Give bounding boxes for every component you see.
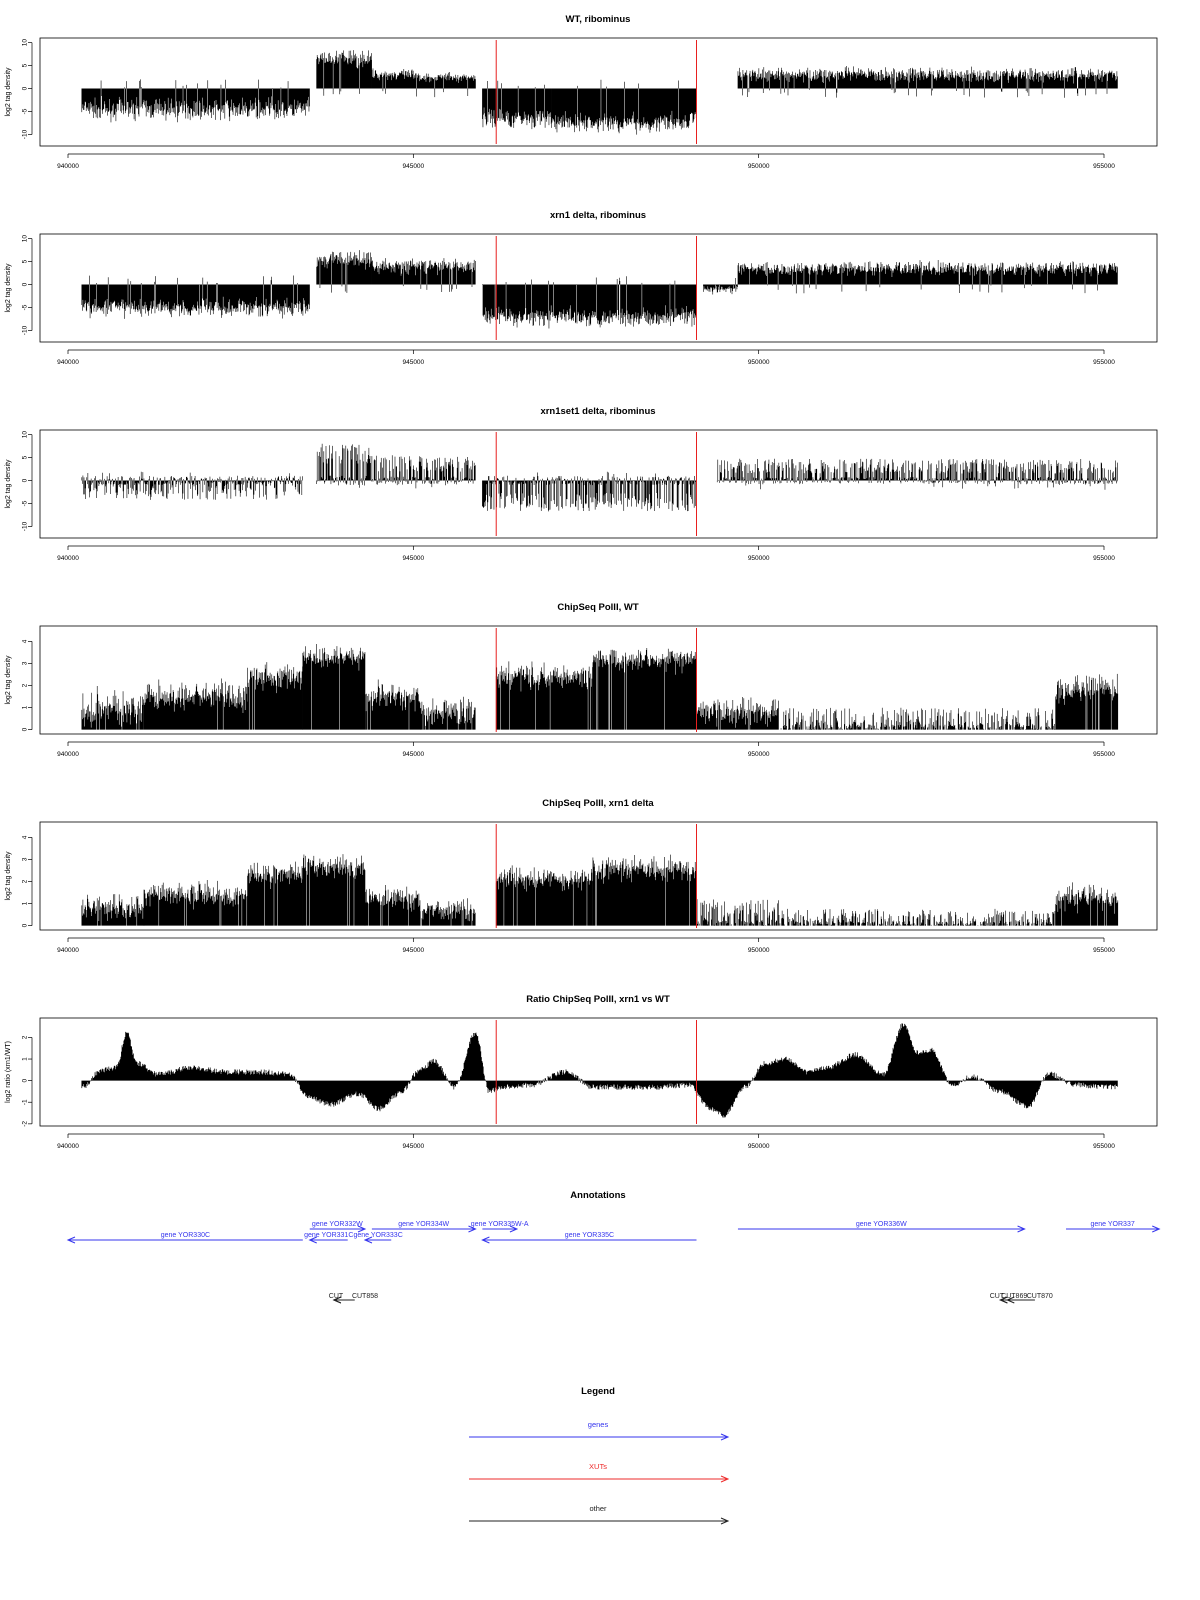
y-axis-label: log2 tag density bbox=[5, 263, 12, 313]
signal-bars-0 bbox=[82, 472, 303, 500]
gene-label: gene YOR336W bbox=[855, 1221, 907, 1228]
x-tick-label: 940000 bbox=[57, 359, 79, 366]
signal-bars-4 bbox=[365, 680, 420, 730]
y-tick-label: 2 bbox=[21, 879, 29, 884]
y-tick-label: -5 bbox=[21, 108, 29, 115]
y-tick-label: 5 bbox=[21, 63, 29, 68]
signal-bars-0 bbox=[82, 275, 310, 318]
panel-chipseq-polii-xrn1 bbox=[5, 798, 1157, 954]
data-series bbox=[82, 644, 1118, 730]
x-axis bbox=[57, 350, 1115, 366]
signal-bars-7 bbox=[593, 855, 696, 926]
signal-bars-1 bbox=[144, 679, 247, 730]
signal-bars-9 bbox=[779, 708, 1055, 730]
y-axis-label: log2 tag density bbox=[5, 459, 12, 509]
panel-title: xrn1 delta, ribominus bbox=[549, 210, 647, 221]
signal-bars-6 bbox=[496, 865, 592, 925]
signal-bars-2 bbox=[248, 662, 303, 729]
legend-item-label: other bbox=[589, 1504, 607, 1513]
signal-bars-1 bbox=[144, 880, 247, 926]
gene-label: gene YOR332W bbox=[311, 1221, 363, 1228]
y-tick-label: -10 bbox=[21, 521, 29, 532]
x-tick-label: 950000 bbox=[747, 555, 770, 562]
signal-bars-3 bbox=[413, 72, 475, 97]
signal-bars-1 bbox=[317, 50, 372, 96]
y-tick-label: -5 bbox=[21, 500, 29, 507]
signal-bars-0 bbox=[82, 894, 144, 926]
x-tick-label: 940000 bbox=[57, 1143, 79, 1150]
x-tick-label: 955000 bbox=[1093, 947, 1115, 954]
y-tick-label: -10 bbox=[21, 325, 29, 336]
annotations-panel bbox=[68, 1190, 1159, 1303]
y-tick-label: 10 bbox=[21, 234, 29, 243]
y-tick-label: 0 bbox=[21, 923, 29, 928]
x-tick-label: 945000 bbox=[402, 163, 425, 170]
x-tick-label: 945000 bbox=[402, 359, 425, 366]
signal-bars-2 bbox=[248, 862, 303, 926]
signal-bars-10 bbox=[1056, 882, 1118, 925]
x-tick-label: 940000 bbox=[57, 947, 79, 954]
signal-bars-4 bbox=[482, 81, 551, 129]
x-tick-label: 950000 bbox=[747, 163, 770, 170]
x-tick-label: 945000 bbox=[402, 751, 425, 758]
y-axis-label: log2 tag density bbox=[5, 67, 12, 117]
signal-bars-5 bbox=[420, 898, 475, 925]
y-tick-label: 10 bbox=[21, 430, 29, 439]
x-tick-label: 955000 bbox=[1093, 359, 1115, 366]
panel-chipseq-polii-wt bbox=[5, 602, 1157, 758]
gene-label: gene YOR335C bbox=[564, 1232, 615, 1239]
other-feature-label: CUT bbox=[989, 1293, 1005, 1300]
legend-item-0 bbox=[469, 1420, 728, 1440]
y-tick-label: 0 bbox=[21, 478, 29, 483]
x-tick-label: 955000 bbox=[1093, 163, 1115, 170]
y-tick-label: 2 bbox=[21, 1035, 29, 1040]
x-tick-label: 950000 bbox=[747, 1143, 770, 1150]
y-tick-label: -10 bbox=[21, 129, 29, 140]
y-tick-label: 0 bbox=[21, 727, 29, 732]
y-tick-label: 0 bbox=[21, 86, 29, 91]
data-series bbox=[82, 1023, 1118, 1117]
panel-title: Ratio ChipSeq PolII, xrn1 vs WT bbox=[526, 994, 670, 1005]
y-tick-label: 5 bbox=[21, 259, 29, 264]
signal-bars-5 bbox=[551, 80, 689, 135]
other-feature-arrow bbox=[329, 1293, 355, 1303]
signal-bars-6 bbox=[690, 89, 697, 123]
gene-label: gene YOR331C bbox=[304, 1232, 354, 1239]
signal-bars-6 bbox=[496, 661, 592, 729]
other-feature-label: CUT858 bbox=[351, 1293, 379, 1300]
other-feature-label: CUT869 bbox=[1001, 1293, 1028, 1300]
panel-wt-ribominus bbox=[5, 14, 1157, 170]
x-tick-label: 955000 bbox=[1093, 1143, 1115, 1150]
x-tick-label: 940000 bbox=[57, 555, 79, 562]
x-tick-label: 955000 bbox=[1093, 751, 1115, 758]
gene-arrow bbox=[738, 1221, 1025, 1232]
x-axis bbox=[57, 742, 1115, 758]
legend-panel bbox=[469, 1386, 728, 1524]
legend-item-2 bbox=[469, 1504, 728, 1524]
y-tick-label: -1 bbox=[21, 1099, 29, 1106]
x-tick-label: 950000 bbox=[747, 947, 770, 954]
gene-arrow bbox=[353, 1232, 402, 1243]
signal-bars-7 bbox=[738, 66, 1117, 98]
legend-title: Legend bbox=[581, 1386, 615, 1397]
signal-bars-5 bbox=[738, 260, 1117, 293]
x-tick-label: 945000 bbox=[402, 555, 425, 562]
gene-label: gene YOR330C bbox=[160, 1232, 211, 1239]
signal-bars-9 bbox=[779, 909, 1055, 926]
signal-bars-3 bbox=[303, 854, 365, 925]
y-tick-label: 4 bbox=[21, 639, 29, 644]
y-axis bbox=[22, 1035, 32, 1126]
y-axis bbox=[22, 235, 32, 336]
signal-bars-0 bbox=[82, 686, 144, 730]
other-feature-label: CUT870 bbox=[1026, 1293, 1053, 1300]
y-axis bbox=[22, 431, 32, 532]
gene-arrow bbox=[482, 1232, 696, 1243]
y-tick-label: 0 bbox=[21, 1078, 29, 1083]
y-tick-label: -2 bbox=[21, 1120, 29, 1127]
data-series bbox=[82, 250, 1118, 328]
data-series bbox=[82, 444, 1118, 512]
gene-arrow bbox=[372, 1221, 476, 1232]
y-axis bbox=[22, 835, 32, 927]
signal-bars-3 bbox=[482, 472, 696, 512]
gene-arrow bbox=[1066, 1221, 1159, 1232]
gene-label: gene YOR335W-A bbox=[470, 1221, 529, 1228]
y-tick-label: 3 bbox=[21, 857, 29, 862]
data-series bbox=[82, 50, 1118, 134]
gene-arrow bbox=[310, 1221, 365, 1232]
legend-item-label: genes bbox=[587, 1420, 609, 1429]
x-tick-label: 950000 bbox=[747, 751, 770, 758]
y-axis bbox=[22, 639, 32, 731]
x-tick-label: 940000 bbox=[57, 163, 79, 170]
y-tick-label: 4 bbox=[21, 835, 29, 840]
x-tick-label: 945000 bbox=[402, 1143, 425, 1150]
ratio-area bbox=[82, 1023, 1118, 1117]
x-tick-label: 950000 bbox=[747, 359, 770, 366]
x-tick-label: 955000 bbox=[1093, 555, 1115, 562]
panel-title: ChipSeq PolII, xrn1 delta bbox=[542, 798, 654, 809]
signal-bars-1 bbox=[317, 444, 372, 488]
data-series bbox=[82, 854, 1118, 925]
x-tick-label: 940000 bbox=[57, 751, 79, 758]
y-tick-label: 1 bbox=[21, 1057, 29, 1061]
signal-bars-5 bbox=[420, 697, 475, 730]
y-tick-label: 1 bbox=[21, 901, 29, 906]
panel-xrn1set1-ribominus bbox=[5, 406, 1157, 562]
legend-item-label: XUTs bbox=[589, 1462, 607, 1471]
annotations-title: Annotations bbox=[570, 1190, 626, 1201]
signal-bars-4 bbox=[703, 278, 737, 295]
panel-xrn1-ribominus bbox=[5, 210, 1157, 366]
x-axis bbox=[57, 1134, 1115, 1150]
signal-bars-2 bbox=[372, 455, 475, 488]
signal-bars-7 bbox=[593, 648, 696, 730]
panel-ratio-chipseq-polii bbox=[5, 994, 1157, 1150]
legend-item-1 bbox=[469, 1462, 728, 1482]
signal-bars-8 bbox=[697, 697, 780, 730]
y-tick-label: 1 bbox=[21, 705, 29, 710]
y-tick-label: 2 bbox=[21, 683, 29, 688]
y-tick-label: -5 bbox=[21, 304, 29, 311]
x-tick-label: 945000 bbox=[402, 947, 425, 954]
y-axis bbox=[22, 39, 32, 140]
x-axis bbox=[57, 546, 1115, 562]
signal-bars-3 bbox=[303, 644, 365, 730]
gene-label: gene YOR334W bbox=[398, 1221, 450, 1228]
x-axis bbox=[57, 938, 1115, 954]
signal-bars-8 bbox=[697, 899, 780, 925]
panel-title: ChipSeq PolII, WT bbox=[557, 602, 639, 613]
signal-bars-3 bbox=[482, 276, 696, 328]
gene-label: gene YOR333C bbox=[353, 1232, 403, 1239]
y-axis-label: log2 tag density bbox=[5, 655, 12, 705]
gene-arrow bbox=[471, 1221, 529, 1232]
panel-title: xrn1set1 delta, ribominus bbox=[540, 406, 656, 417]
signal-bars-4 bbox=[717, 459, 1117, 490]
y-axis-label: log2 ratio (xrn1/WT) bbox=[5, 1041, 12, 1103]
other-feature-label: CUT bbox=[328, 1293, 344, 1300]
y-axis-label: log2 tag density bbox=[5, 851, 12, 901]
gene-label: gene YOR337 bbox=[1090, 1221, 1135, 1228]
panel-title: WT, ribominus bbox=[565, 14, 631, 25]
signal-bars-2 bbox=[372, 68, 413, 93]
signal-bars-4 bbox=[365, 885, 420, 926]
y-tick-label: 3 bbox=[21, 661, 29, 666]
y-tick-label: 10 bbox=[21, 38, 29, 47]
x-axis bbox=[57, 154, 1115, 170]
signal-bars-10 bbox=[1056, 674, 1118, 730]
gene-arrow bbox=[68, 1232, 303, 1243]
gene-arrow bbox=[304, 1232, 353, 1243]
other-feature-arrow bbox=[1000, 1293, 1028, 1303]
y-tick-label: 5 bbox=[21, 455, 29, 460]
y-tick-label: 0 bbox=[21, 282, 29, 287]
signal-bars-0 bbox=[82, 79, 310, 122]
signal-bars-1 bbox=[317, 250, 372, 293]
signal-bars-2 bbox=[372, 258, 475, 292]
